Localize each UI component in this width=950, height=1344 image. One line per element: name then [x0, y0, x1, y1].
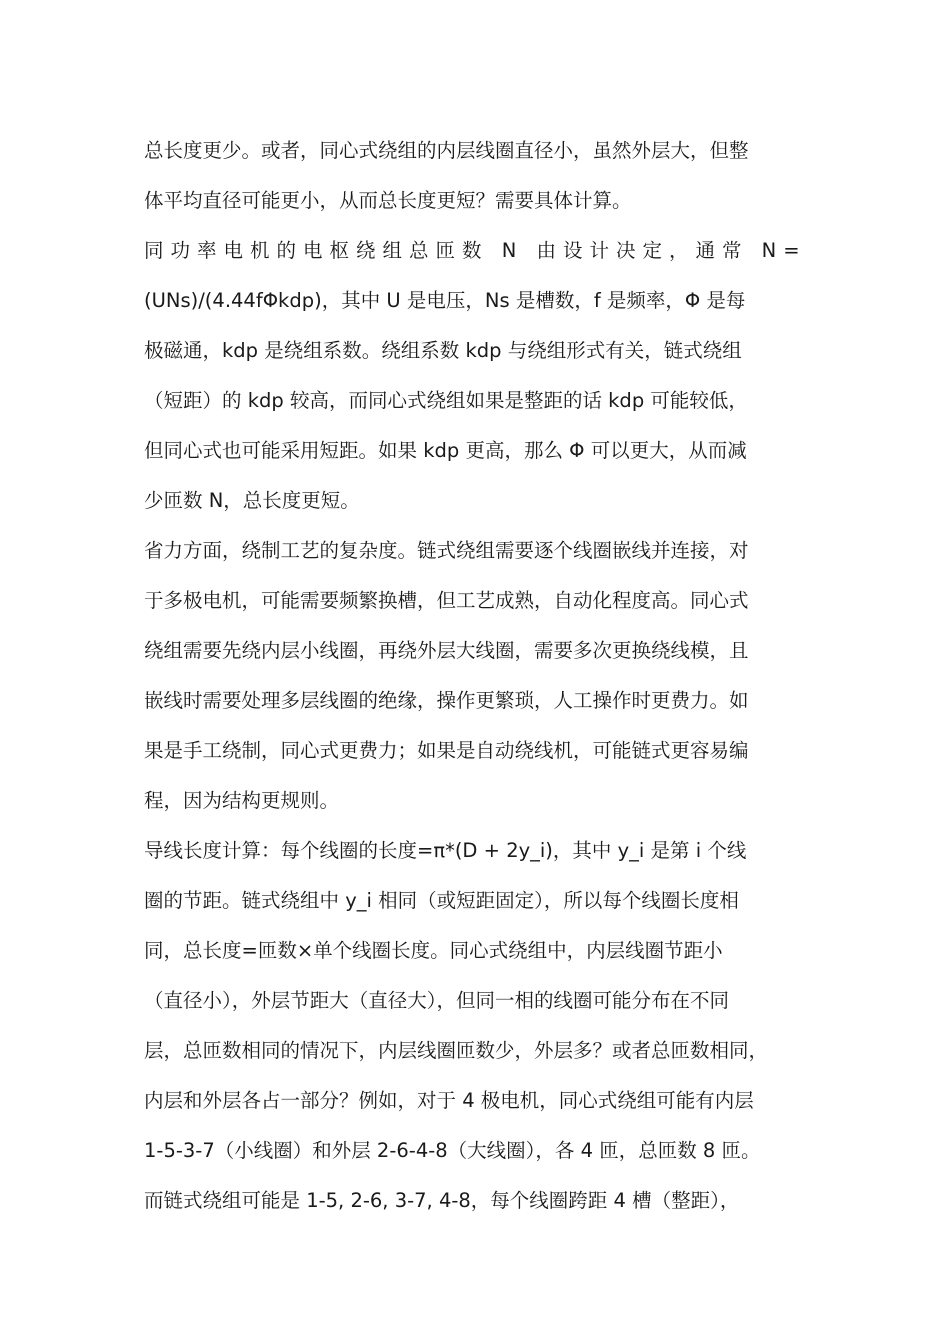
- text-line: （短距）的 kdp 较高，而同心式绕组如果是整距的话 kdp 可能较低，: [144, 389, 748, 412]
- text-line: 体平均直径可能更小，从而总长度更短？需要具体计算。: [144, 189, 632, 212]
- document-body: [144, 126, 808, 1226]
- text-line: 总长度更少。或者，同心式绕组的内层线圈直径小，虽然外层大，但整: [144, 139, 749, 162]
- text-line: 层，总匝数相同的情况下，内层线圈匝数少，外层多？或者总匝数相同，: [144, 1039, 769, 1062]
- text-line: 导线长度计算：每个线圈的长度=π*(D + 2y_i)，其中 y_i 是第 i 个线: [144, 839, 747, 862]
- text-line: 绕组需要先绕内层小线圈，再绕外层大线圈，需要多次更换绕线模，且: [144, 639, 749, 662]
- text-line: 圈的节距。链式绕组中 y_i 相同（或短距固定），所以每个线圈长度相: [144, 889, 739, 912]
- text-line: 果是手工绕制，同心式更费力；如果是自动绕线机，可能链式更容易编: [144, 739, 749, 762]
- text-line: 但同心式也可能采用短距。如果 kdp 更高，那么 Φ 可以更大，从而减: [144, 439, 747, 462]
- text-line: （直径小），外层节距大（直径大），但同一相的线圈可能分布在不同: [144, 989, 730, 1012]
- text-line: 少匝数 N，总长度更短。: [144, 489, 360, 512]
- text-line: 于多极电机，可能需要频繁换槽，但工艺成熟，自动化程度高。同心式: [144, 589, 749, 612]
- text-line: 内层和外层各占一部分？例如，对于 4 极电机，同心式绕组可能有内层: [144, 1089, 754, 1112]
- text-line: 程，因为结构更规则。: [144, 789, 340, 812]
- text-line: 嵌线时需要处理多层线圈的绝缘，操作更繁琐，人工操作时更费力。如: [144, 689, 749, 712]
- text-line: 而链式绕组可能是 1-5, 2-6, 3-7, 4-8，每个线圈跨距 4 槽（整距），: [144, 1189, 740, 1212]
- text-line: 同，总长度=匝数×单个线圈长度。同心式绕组中，内层线圈节距小: [144, 939, 723, 962]
- text-line: 1-5-3-7（小线圈）和外层 2-6-4-8（大线圈），各 4 匝，总匝数 8 匝。: [144, 1139, 761, 1162]
- text-line: 同功率电机的电枢绕组总匝数 N 由设计决定，通常 N=: [144, 239, 807, 262]
- text-line: (UNs)/(4.44fΦkdp)，其中 U 是电压，Ns 是槽数，f 是频率，Φ 是每: [144, 289, 746, 312]
- text-line: 省力方面，绕制工艺的复杂度。链式绕组需要逐个线圈嵌线并连接，对: [144, 539, 749, 562]
- text-line: 极磁通，kdp 是绕组系数。绕组系数 kdp 与绕组形式有关，链式绕组: [144, 339, 742, 362]
